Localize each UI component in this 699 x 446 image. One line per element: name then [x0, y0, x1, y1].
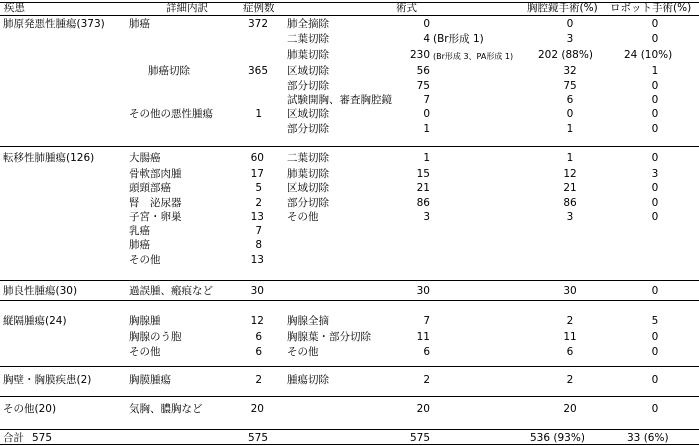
procedure-name: 胸腺全摘: [287, 315, 329, 327]
procedure-name: 二葉切除: [287, 33, 329, 45]
thoracoscopic-value: 0: [566, 108, 574, 120]
procedure-name: 肺全摘除: [287, 18, 329, 30]
detail-cases: 8: [255, 239, 262, 251]
detail-label: 子宮・卵巣: [129, 211, 182, 223]
cases-chest-wall: 2: [255, 374, 262, 386]
header-robotic: ロボット手術(%): [610, 2, 692, 14]
cases-lung-resection: 365: [247, 65, 268, 77]
robotic-value: 0: [651, 331, 659, 343]
cases-lung-cancer: 372: [247, 18, 268, 30]
robotic-value: 0: [651, 403, 659, 415]
total-thoracoscopic: 536 (93%): [530, 432, 585, 444]
header-thoracoscopic: 胸腔鏡手術(%): [527, 2, 598, 14]
detail-other-malignancy: その他の悪性腫瘍: [129, 108, 213, 120]
robotic-value: 0: [651, 182, 659, 194]
thoracoscopic-value: 202 (88%): [538, 49, 593, 61]
detail-label: 胸腺のう胞: [129, 331, 182, 343]
thoracoscopic-value: 21: [563, 182, 577, 194]
thoracoscopic-value: 6: [566, 94, 574, 106]
robotic-value: 0: [651, 211, 659, 223]
procedure-name: 部分切除: [287, 197, 329, 209]
procedure-count: 21: [416, 182, 430, 194]
procedure-count: 0: [423, 18, 430, 30]
detail-cases: 6: [255, 331, 262, 343]
procedure-name: 胸腺葉・部分切除: [287, 331, 371, 343]
detail-benign: 過誤腫、瘢痕など: [129, 285, 213, 297]
detail-cases: 13: [250, 211, 264, 223]
robotic-value: 0: [651, 18, 659, 30]
detail-label: 大腸癌: [129, 152, 161, 164]
procedure-name: 腫瘍切除: [287, 374, 329, 386]
robotic-value: 24 (10%): [624, 49, 673, 61]
thoracoscopic-value: 86: [563, 197, 577, 209]
thoracoscopic-value: 2: [566, 374, 574, 386]
detail-cases: 12: [250, 315, 264, 327]
thoracoscopic-value: 12: [563, 168, 577, 180]
thoracoscopic-value: 0: [566, 18, 574, 30]
thoracoscopic-value: 20: [563, 403, 577, 415]
thoracoscopic-value: 75: [563, 80, 577, 92]
procedure-count: 20: [416, 403, 430, 415]
detail-lung-resection: 肺癌切除: [148, 65, 190, 77]
disease-benign-lung: 肺良性腫瘍(30): [3, 285, 78, 297]
robotic-value: 0: [651, 123, 659, 135]
procedure-name: 区域切除: [287, 182, 329, 194]
thoracoscopic-value: 30: [563, 285, 577, 297]
robotic-value: 5: [651, 315, 659, 327]
procedure-name: 部分切除: [287, 123, 329, 135]
total-cases: 575: [247, 432, 268, 444]
thoracoscopic-value: 3: [566, 211, 574, 223]
robotic-value: 0: [651, 33, 659, 45]
total-label: 合計: [3, 432, 24, 444]
detail-label: 腎 泌尿器: [129, 197, 182, 209]
procedure-count: 11: [416, 331, 430, 343]
detail-others: 気胸、膿胸など: [129, 403, 203, 415]
thoracoscopic-value: 3: [566, 33, 574, 45]
header-detail: 詳細内訳: [166, 2, 208, 14]
procedure-count: 56: [416, 65, 430, 77]
procedure-name: 試験開胸、審査胸腔鏡: [287, 94, 392, 106]
detail-label: その他: [129, 254, 161, 266]
procedure-count: 1: [423, 152, 430, 164]
detail-cases: 17: [250, 168, 264, 180]
robotic-value: 0: [651, 94, 659, 106]
cases-other-malignancy: 1: [255, 108, 262, 120]
section-divider: [0, 396, 699, 397]
procedure-count: 4: [423, 33, 430, 45]
robotic-value: 0: [651, 346, 659, 358]
robotic-value: 0: [651, 80, 659, 92]
disease-chest-wall: 胸壁・胸膜疾患(2): [3, 374, 92, 386]
header-cases: 症例数: [243, 2, 275, 14]
detail-pleural-tumor: 胸膜腫瘍: [129, 374, 171, 386]
procedure-count: 7: [423, 315, 430, 327]
detail-label: 頭頸部癌: [129, 182, 171, 194]
disease-primary-lung: 肺原発悪性腫瘍(373): [3, 18, 105, 30]
total-robotic: 33 (6%): [627, 432, 669, 444]
header-disease: 疾患: [4, 2, 25, 14]
detail-cases: 6: [255, 346, 262, 358]
thoracoscopic-value: 6: [566, 346, 574, 358]
detail-label: 肺癌: [129, 239, 150, 251]
detail-cases: 5: [255, 182, 262, 194]
cases-others: 20: [250, 403, 264, 415]
detail-label: 骨軟部肉腫: [129, 168, 182, 180]
thoracoscopic-value: 1: [566, 152, 574, 164]
cases-benign: 30: [250, 285, 264, 297]
thoracoscopic-value: 32: [563, 65, 577, 77]
procedure-name: 区域切除: [287, 108, 329, 120]
detail-lung-cancer: 肺癌: [129, 18, 150, 30]
procedure-count: 1: [423, 123, 430, 135]
detail-cases: 2: [255, 197, 262, 209]
thoracoscopic-value: 2: [566, 315, 574, 327]
procedure-name: 区域切除: [287, 65, 329, 77]
detail-cases: 7: [255, 225, 262, 237]
robotic-value: 1: [651, 65, 659, 77]
total-value: 575: [32, 432, 53, 444]
header-procedure: 術式: [396, 2, 417, 14]
procedure-note: (Br形成 3、PA形成 1): [433, 52, 514, 61]
robotic-value: 0: [651, 108, 659, 120]
procedure-count: 7: [423, 94, 430, 106]
disease-others: その他(20): [3, 403, 57, 415]
procedure-count: 75: [416, 80, 430, 92]
procedure-name: その他: [287, 346, 319, 358]
procedure-name: 部分切除: [287, 80, 329, 92]
table-bottom-border: [0, 444, 699, 445]
disease-metastatic-lung: 転移性肺腫瘍(126): [3, 152, 95, 164]
robotic-value: 0: [651, 152, 659, 164]
detail-label: 乳癌: [129, 225, 150, 237]
section-divider: [0, 280, 699, 281]
procedure-name: その他: [287, 211, 319, 223]
procedure-count: 3: [423, 211, 430, 223]
procedure-count: 0: [423, 108, 430, 120]
procedure-count: 15: [416, 168, 430, 180]
detail-cases: 60: [250, 152, 264, 164]
procedure-name: 肺葉切除: [287, 168, 329, 180]
section-divider: [0, 300, 699, 301]
thoracoscopic-value: 11: [563, 331, 577, 343]
procedure-count: 86: [416, 197, 430, 209]
disease-mediastinal: 縦隔腫瘍(24): [3, 315, 67, 327]
section-divider: [0, 429, 699, 430]
procedure-count: 6: [423, 346, 430, 358]
procedure-count: 2: [423, 374, 430, 386]
procedure-name: 肺葉切除: [287, 49, 329, 61]
header-bottom-border: [0, 15, 699, 16]
section-divider: [0, 146, 699, 147]
thoracoscopic-value: 1: [566, 123, 574, 135]
robotic-value: 3: [651, 168, 659, 180]
detail-cases: 13: [250, 254, 264, 266]
robotic-value: 0: [651, 285, 659, 297]
robotic-value: 0: [651, 374, 659, 386]
procedure-name: 二葉切除: [287, 152, 329, 164]
robotic-value: 0: [651, 197, 659, 209]
detail-label: 胸腺腫: [129, 315, 161, 327]
procedure-count: 230: [409, 49, 430, 61]
detail-label: その他: [129, 346, 161, 358]
procedure-note: (Br形成 1): [433, 33, 484, 45]
total-procedure-count: 575: [409, 432, 430, 444]
section-divider: [0, 366, 699, 367]
procedure-count: 30: [416, 285, 430, 297]
